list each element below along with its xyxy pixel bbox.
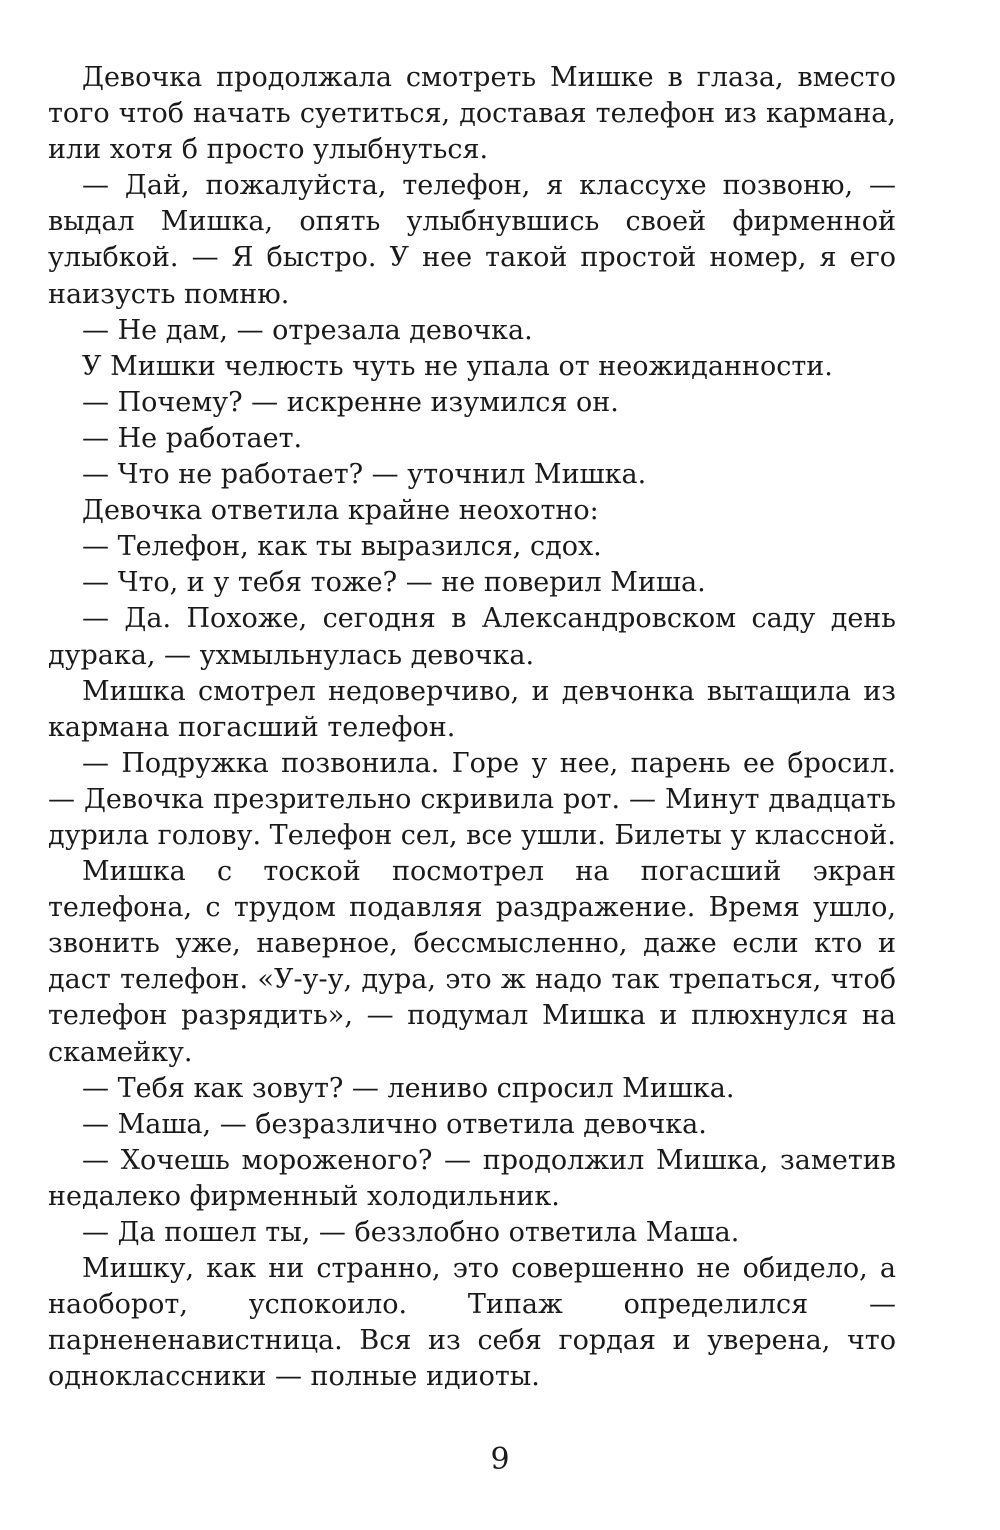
paragraph: Девочка ответила крайне неохотно:	[82, 495, 599, 527]
paragraph: У Мишки челюсть чуть не упала от неожиданности.	[82, 350, 833, 382]
paragraph: — Не дам, — отрезала девочка.	[82, 314, 533, 346]
paragraph: — Да пошел ты, — беззлобно ответила Маша.	[82, 1217, 740, 1248]
paragraph: Мишка смотрел недоверчиво, и девчонка вытащила из кармана погасший телефон.	[48, 675, 896, 743]
paragraph: — Телефон, как ты выразился, сдох.	[82, 531, 602, 563]
paragraph: — Не работает.	[82, 422, 303, 454]
paragraph: — Подружка позвонила. Горе у нее, парень ее бросил. — Девочка презрительно скривила рот. — Минут двадцать дурила голову. Телефон сел, все ушли. Билеты у классной.	[48, 747, 897, 851]
paragraph: — Да. Похоже, сегодня в Александровском саду день дурака, — ухмыльнулась девочка.	[48, 603, 896, 671]
body-text	[48, 60, 896, 1395]
paragraph: — Что не работает? — уточнил Мишка.	[82, 459, 647, 491]
page-number: 9	[490, 1442, 510, 1477]
paragraph: — Маша, — безразлично ответила девочка.	[82, 1108, 707, 1140]
paragraph: — Тебя как зовут? — лениво спросил Мишка.	[82, 1072, 735, 1104]
paragraph: — Дай, пожалуйста, телефон, я классухе позвоню, — выдал Мишка, опять улыбнувшись своей фирменной улыбкой. — Я быстро. У нее такой простой номер, я его наизусть помню.	[48, 170, 896, 310]
paragraph: — Почему? — искренне изумился он.	[82, 386, 619, 418]
paragraph: Мишка с тоской посмотрел на погасший экран телефона, с трудом подавляя раздражение. Время ушло, звонить уже, наверное, бессмысленно, даже если кто и даст телефон. «У-у-у, дура, это ж надо так трепаться, чтоб телефон разрядить», — подумал Мишка и плюхнулся на скамейку.	[48, 856, 896, 1068]
paragraph: Мишку, как ни странно, это совершенно не обидело, а наоборот, успокоило. Типаж определился — парнененавистница. Вся из себя гордая и уверена, что одноклассники — полные идиоты.	[48, 1253, 896, 1393]
paragraph: — Хочешь мороженого? — продолжил Мишка, заметив недалеко фирменный холодильник.	[48, 1144, 896, 1212]
paragraph: — Что, и у тебя тоже? — не поверил Миша.	[82, 567, 706, 599]
paragraph: Девочка продолжала смотреть Мишке в глаза, вместо того чтоб начать суетиться, доставая телефон из кармана, или хотя б просто улыбнуться.	[48, 62, 896, 166]
